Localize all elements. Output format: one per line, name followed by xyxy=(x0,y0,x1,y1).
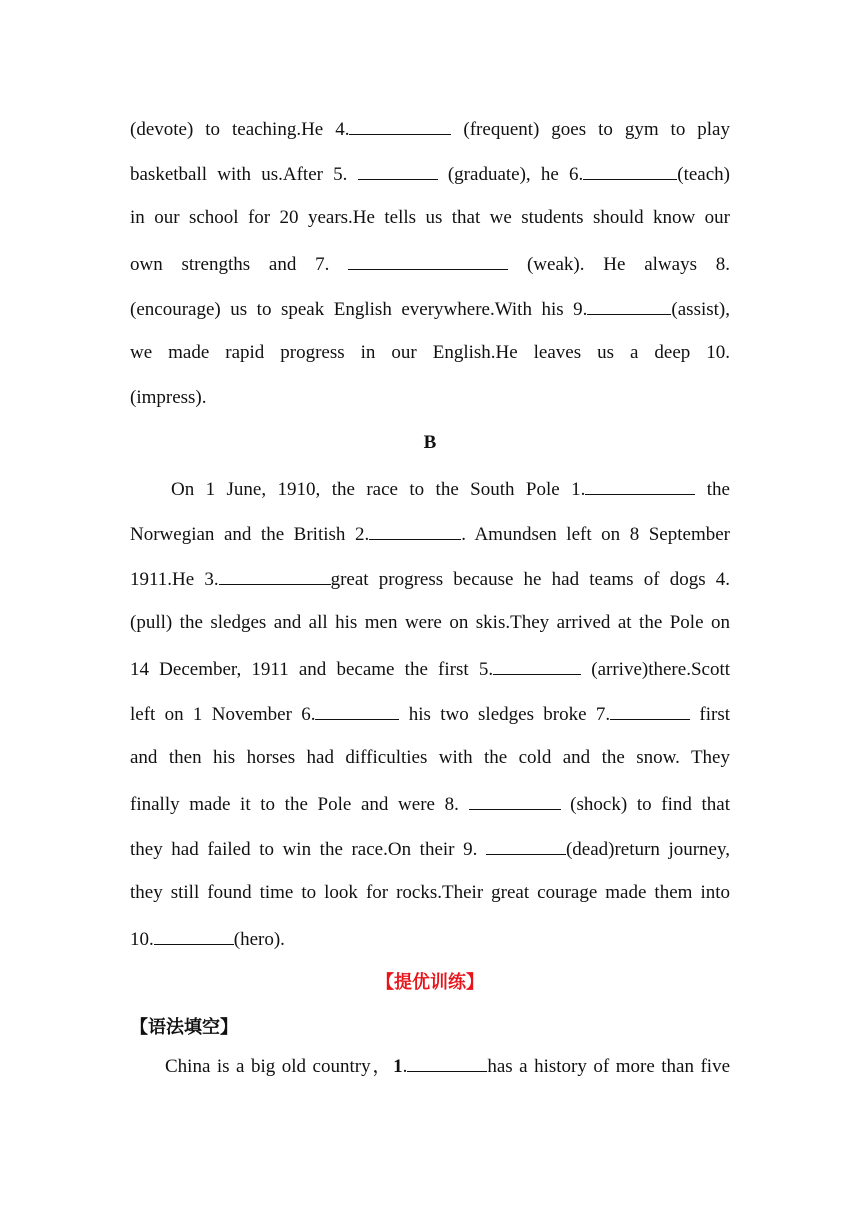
blank-b-3[interactable] xyxy=(219,566,331,585)
passage-a-line-4: own strengths and 7. (weak). He always 8. xyxy=(130,251,730,275)
passage-c-line-1: China is a big old country，1. has a history of more than five xyxy=(165,1053,730,1077)
blank-b-9[interactable] xyxy=(486,836,566,855)
passage-a-line-6: we made rapid progress in our English.He leaves us a deep 10. xyxy=(130,342,730,363)
passage-a-line-1: (devote) to teaching.He 4. (frequent) goes to gym to play xyxy=(130,116,730,140)
passage-b-line-2: Norwegian and the British 2. . Amundsen left on 8 September xyxy=(130,521,730,545)
blank-b-8[interactable] xyxy=(469,791,561,810)
passage-b-line-3: 1911.He 3. great progress because he had teams of dogs 4. xyxy=(130,566,730,590)
passage-b-line-7: and then his horses had difficulties with the cold and the snow. They xyxy=(130,747,730,768)
passage-a-line-3: in our school for 20 years.He tells us that we students should know our xyxy=(130,207,730,228)
passage-a-line-2: basketball with us.After 5. (graduate), he 6. (teach) xyxy=(130,161,730,185)
passage-b-line-4: (pull) the sledges and all his men were on skis.They arrived at the Pole on xyxy=(130,612,730,633)
passage-b-line-10: they still found time to look for rocks.Their great courage made them into xyxy=(130,882,730,903)
blank-b-10[interactable] xyxy=(154,926,234,945)
blank-a-5[interactable] xyxy=(358,161,438,180)
blank-c-1[interactable] xyxy=(407,1053,487,1072)
grammar-fill-title: 【语法填空】 xyxy=(130,1017,238,1038)
blank-b-2[interactable] xyxy=(369,521,461,540)
blank-b-6[interactable] xyxy=(315,701,399,720)
improvement-training-title: 【提优训练】 xyxy=(376,972,484,993)
blank-a-7[interactable] xyxy=(348,251,508,270)
blank-a-6[interactable] xyxy=(583,161,677,180)
passage-b-line-5: 14 December, 1911 and became the first 5. (arrive)there.Scott xyxy=(130,656,730,680)
blank-a-9[interactable] xyxy=(587,296,671,315)
passage-b-line-1: On 1 June, 1910, the race to the South Pole 1. the xyxy=(171,476,730,500)
passage-b-line-6: left on 1 November 6. his two sledges broke 7. first xyxy=(130,701,730,725)
blank-b-1[interactable] xyxy=(585,476,695,495)
passage-a-line-5: (encourage) us to speak English everywhere.With his 9. (assist), xyxy=(130,296,730,320)
blank-a-4[interactable] xyxy=(349,116,451,135)
passage-b-line-11: 10. (hero). xyxy=(130,926,730,950)
blank-b-5[interactable] xyxy=(493,656,581,675)
passage-a-line-7: (impress). xyxy=(130,387,207,408)
passage-b-line-9: they had failed to win the race.On their 9. (dead)return journey, xyxy=(130,836,730,860)
passage-b-line-8: finally made it to the Pole and were 8. (shock) to find that xyxy=(130,791,730,815)
section-b-title: B xyxy=(423,432,437,453)
blank-b-7[interactable] xyxy=(610,701,690,720)
